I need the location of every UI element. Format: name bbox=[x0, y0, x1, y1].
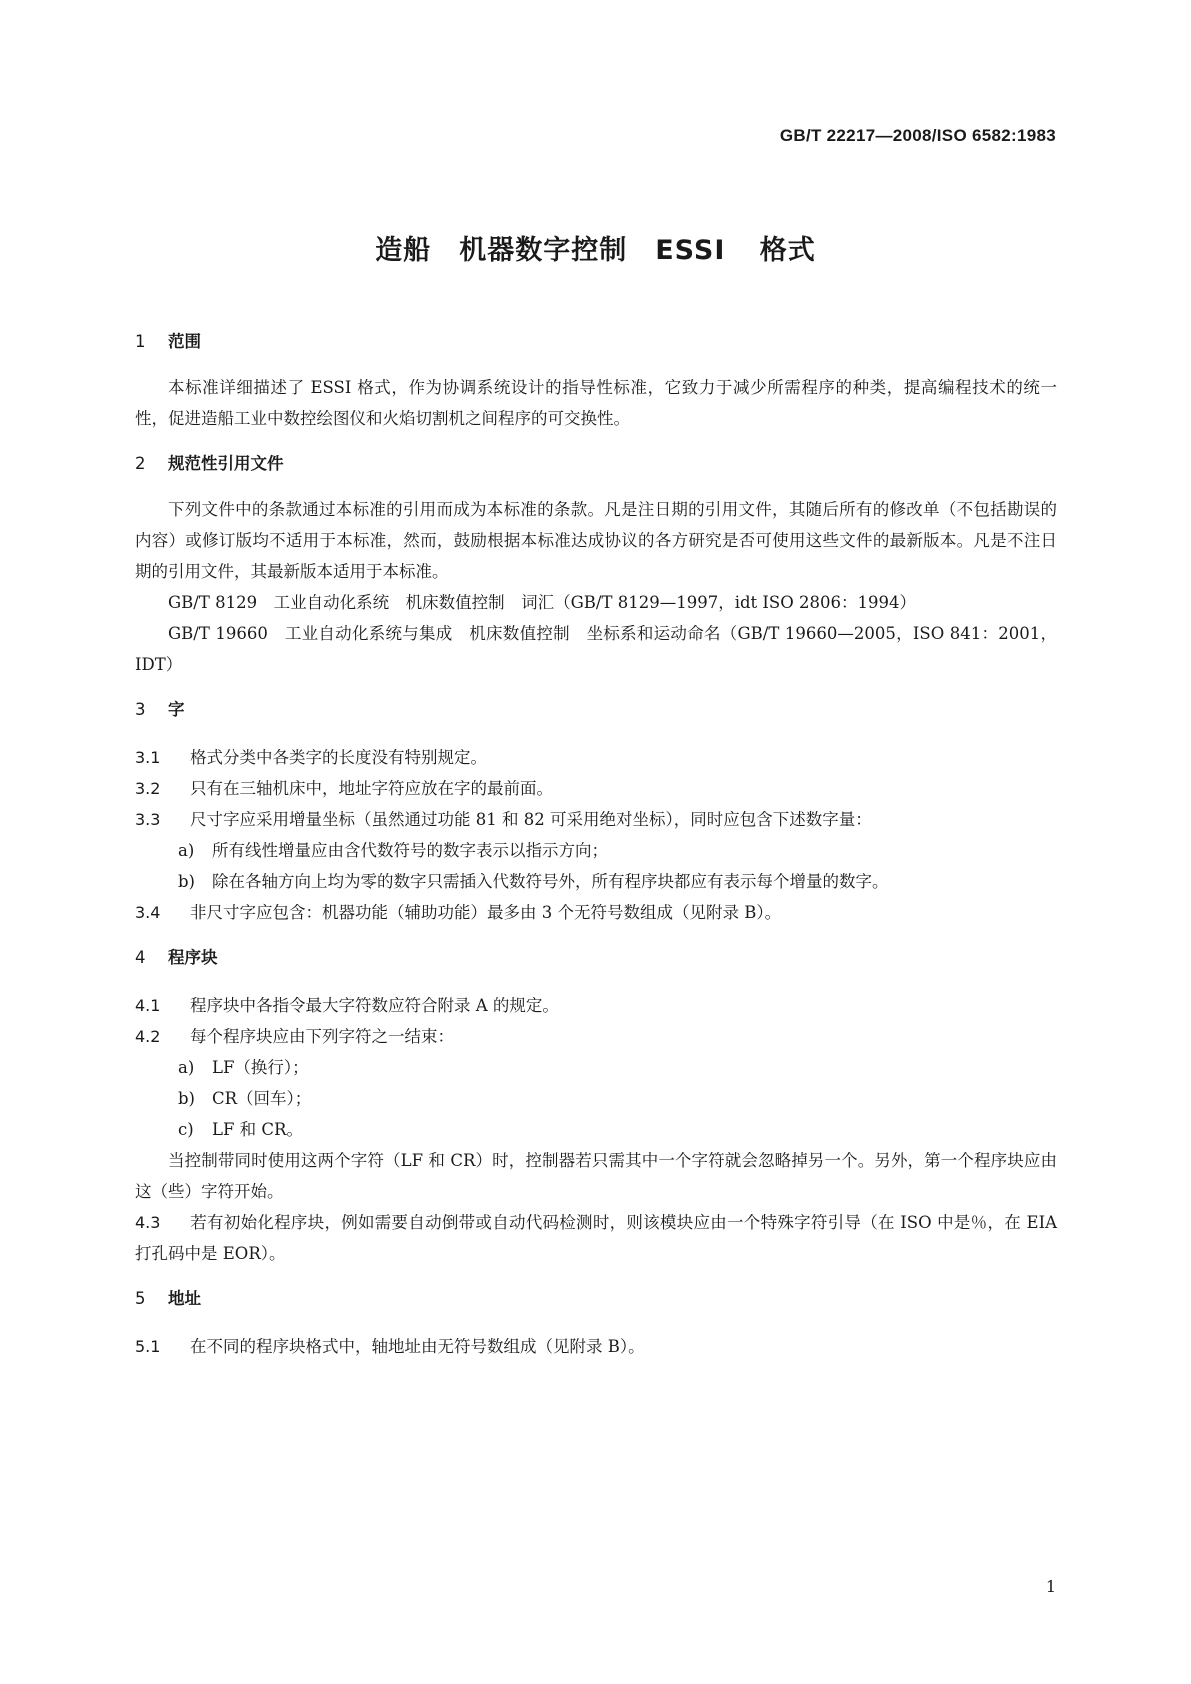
list-item-3-3-a bbox=[137, 835, 1057, 866]
clause-text: 在不同的程序块格式中，轴地址由无符号数组成（见附录 B）。 bbox=[190, 1337, 645, 1356]
normative-reference-1: GB/T 8129 工业自动化系统 机床数值控制 词汇（GB/T 8129—1997，idt ISO 2806：1994） bbox=[168, 593, 916, 612]
section-title: 地址 bbox=[168, 1289, 201, 1308]
list-marker: a) bbox=[178, 841, 195, 860]
section-number: 2 bbox=[135, 454, 146, 473]
document-title: 造船 机器数字控制 ESSI 格式 bbox=[375, 235, 816, 266]
section-5-heading bbox=[135, 1283, 1057, 1315]
section-number: 4 bbox=[135, 948, 146, 967]
list-text: 所有线性增量应由含代数符号的数字表示以指示方向； bbox=[212, 841, 608, 860]
section-2-paragraph: 下列文件中的条款通过本标准的引用而成为本标准的条款。凡是注日期的引用文件，其随后所有的修改单（不包括勘误的内容）或修订版均不适用于本标准，然而，鼓励根据本标准达成协议的各方研究是否可使用这些文件的最新版本。凡是不注日期的引用文件，其最新版本适用于本标准。 bbox=[135, 500, 1057, 581]
clause-number: 4.3 bbox=[135, 1213, 161, 1232]
document-body bbox=[135, 326, 1057, 1362]
list-text: 除在各轴方向上均为零的数字只需插入代数符号外，所有程序块都应有表示每个增量的数字。 bbox=[212, 872, 889, 891]
list-marker: c) bbox=[178, 1120, 194, 1139]
clause-number: 3.4 bbox=[135, 903, 161, 922]
section-2-heading bbox=[135, 448, 1057, 480]
list-item-4-2-c bbox=[137, 1114, 1057, 1145]
standard-code-header: GB/T 22217—2008/ISO 6582:1983 bbox=[779, 126, 1056, 145]
list-text: CR（回车）； bbox=[212, 1089, 312, 1108]
clause-number: 4.1 bbox=[135, 996, 161, 1015]
clause-text: 只有在三轴机床中，地址字符应放在字的最前面。 bbox=[190, 779, 553, 798]
page-number: 1 bbox=[1045, 1577, 1056, 1596]
section-3-heading bbox=[135, 694, 1057, 726]
clause-number: 3.1 bbox=[135, 748, 161, 767]
clause-4-1 bbox=[135, 990, 1057, 1021]
list-marker: a) bbox=[178, 1058, 195, 1077]
clause-3-3 bbox=[135, 804, 1057, 835]
clause-3-2 bbox=[135, 773, 1057, 804]
section-title: 字 bbox=[168, 700, 185, 719]
list-item-4-2-a bbox=[137, 1052, 1057, 1083]
clause-text: 尺寸字应采用增量坐标（虽然通过功能 81 和 82 可采用绝对坐标），同时应包含下述数字量： bbox=[190, 810, 872, 829]
list-marker: b) bbox=[178, 872, 195, 891]
clause-number: 5.1 bbox=[135, 1337, 161, 1356]
section-4-heading bbox=[135, 942, 1057, 974]
section-number: 5 bbox=[135, 1289, 146, 1308]
list-marker: b) bbox=[178, 1089, 195, 1108]
clause-4-3 bbox=[135, 1207, 1057, 1269]
normative-reference-2: GB/T 19660 工业自动化系统与集成 机床数值控制 坐标系和运动命名（GB/T 19660—2005，ISO 841：2001，IDT） bbox=[135, 624, 1057, 674]
clause-3-4 bbox=[135, 897, 1057, 928]
clause-text: 程序块中各指令最大字符数应符合附录 A 的规定。 bbox=[190, 996, 559, 1015]
clause-number: 3.3 bbox=[135, 810, 161, 829]
list-item-4-2-b bbox=[137, 1083, 1057, 1114]
list-item-3-3-b bbox=[137, 866, 1057, 897]
clause-4-2 bbox=[135, 1021, 1057, 1052]
section-number: 1 bbox=[135, 332, 146, 351]
clause-text: 若有初始化程序块，例如需要自动倒带或自动代码检测时，则该模块应由一个特殊字符引导（在 ISO 中是％，在 EIA 打孔码中是 EOR）。 bbox=[135, 1213, 1057, 1263]
clause-5-1 bbox=[135, 1331, 1057, 1362]
clause-text: 格式分类中各类字的长度没有特别规定。 bbox=[190, 748, 487, 767]
clause-text: 非尺寸字应包含：机器功能（辅助功能）最多由 3 个无符号数组成（见附录 B）。 bbox=[190, 903, 782, 922]
section-title: 范围 bbox=[168, 332, 201, 351]
section-title: 程序块 bbox=[168, 948, 218, 967]
section-title: 规范性引用文件 bbox=[168, 454, 284, 473]
clause-3-1 bbox=[135, 742, 1057, 773]
list-text: LF（换行）； bbox=[212, 1058, 309, 1077]
section-1-heading bbox=[135, 326, 1057, 358]
clause-number: 3.2 bbox=[135, 779, 161, 798]
section-1-paragraph: 本标准详细描述了 ESSI 格式，作为协调系统设计的指导性标准，它致力于减少所需程序的种类，提高编程技术的统一性，促进造船工业中数控绘图仪和火焰切割机之间程序的可交换性。 bbox=[135, 378, 1057, 428]
clause-number: 4.2 bbox=[135, 1027, 161, 1046]
clause-text: 每个程序块应由下列字符之一结束： bbox=[190, 1027, 454, 1046]
list-text: LF 和 CR。 bbox=[212, 1120, 303, 1139]
section-number: 3 bbox=[135, 700, 146, 719]
clause-4-2-paragraph: 当控制带同时使用这两个字符（LF 和 CR）时，控制器若只需其中一个字符就会忽略掉另一个。另外，第一个程序块应由这（些）字符开始。 bbox=[135, 1151, 1057, 1201]
